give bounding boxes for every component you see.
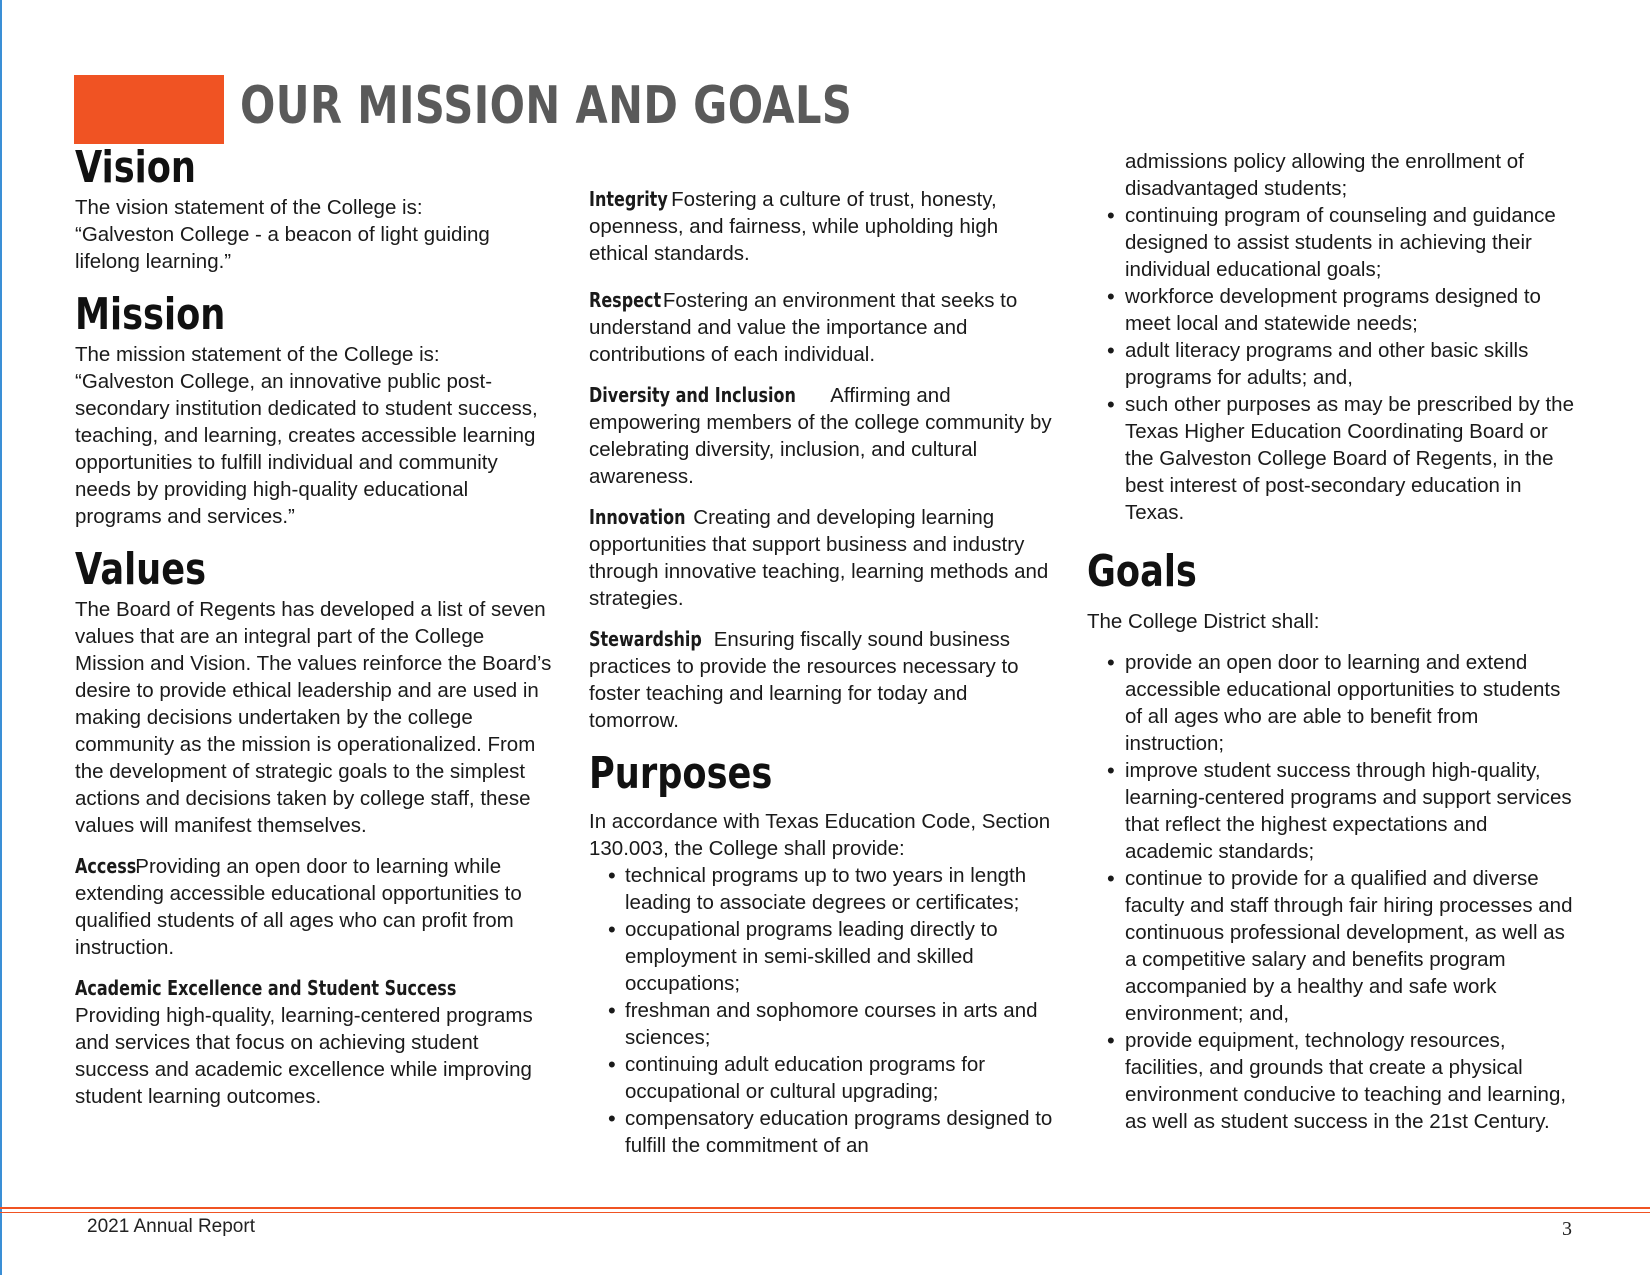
list-item: • freshman and sophomore courses in arts and sciences; xyxy=(589,997,1059,1051)
values-intro: The Board of Regents has developed a list of seven values that are an integral part of the College Mission and Vision. The values reinforce the Board’s desire to provide ethical leadership and are used in making decisions undertaken by the college community as the mission is operationalized. From the development of strategic goals to the simplest actions and decisions taken by college staff, these values will manifest themselves. xyxy=(75,598,552,837)
values-heading: Values xyxy=(75,544,207,595)
value-text: Providing high-quality, learning-centered programs and services that focus on achieving student success and academic excellence while improving student learning outcomes. xyxy=(75,1004,533,1108)
page-edge-line xyxy=(0,0,2,1275)
list-item-continued: admissions policy allowing the enrollment of disadvantaged students; xyxy=(1125,150,1524,200)
value-name: Respect xyxy=(589,288,662,312)
purposes-list-continued xyxy=(1087,148,1577,526)
value-text: Creating and developing learning opportunities that support business and industry through innovative teaching, learning methods and strategies. xyxy=(589,506,1049,610)
list-item: • improve student success through high-quality, learning-centered programs and support services that reflect the highest expectations and academic standards; xyxy=(1087,757,1577,865)
header-accent-bar xyxy=(74,75,224,144)
vision-intro: The vision statement of the College is: xyxy=(75,196,423,219)
value-name: Integrity xyxy=(589,187,668,211)
value-text: Ensuring fiscally sound business practices to provide the resources necessary to foster teaching and learning for today and tomorrow. xyxy=(589,628,1019,732)
footer-report-title: 2021 Annual Report xyxy=(87,1216,255,1237)
value-name: Academic Excellence and Student Success xyxy=(75,976,457,1000)
purposes-heading: Purposes xyxy=(589,748,773,799)
footer-rule xyxy=(0,1207,1650,1209)
value-text: Fostering an environment that seeks to understand and value the importance and contributions of each individual. xyxy=(589,289,1018,366)
vision-heading: Vision xyxy=(75,142,196,193)
list-item: • continue to provide for a qualified and diverse faculty and staff through fair hiring processes and continuous professional development, as well as a competitive salary and benefits program accompanied by a healthy and safe work environment; and, xyxy=(1087,865,1577,1027)
mission-heading: Mission xyxy=(75,289,226,340)
purposes-intro: In accordance with Texas Education Code, Section 130.003, the College shall provide: xyxy=(589,810,1051,860)
value-text: Affirming and empowering members of the college community by celebrating diversity, inclusion, and cultural awareness. xyxy=(589,384,1052,488)
column-right xyxy=(1087,148,1577,1135)
list-item: • technical programs up to two years in length leading to associate degrees or certificates; xyxy=(589,862,1059,916)
value-name: Stewardship xyxy=(589,627,702,651)
value-text: Fostering a culture of trust, honesty, openness, and fairness, while upholding high ethical standards. xyxy=(589,188,999,265)
value-diversity xyxy=(589,382,1059,490)
value-academic-excellence xyxy=(75,975,555,1110)
value-innovation xyxy=(589,504,1059,612)
list-item: • such other purposes as may be prescribed by the Texas Higher Education Coordinating Board or the Galveston College Board of Regents, in the best interest of post-secondary education in Texas. xyxy=(1087,391,1577,526)
purposes-list xyxy=(589,862,1059,1159)
value-text: Providing an open door to learning while extending accessible educational opportunities to qualified students of all ages who can profit from instruction. xyxy=(75,855,522,959)
list-item: • provide an open door to learning and extend accessible educational opportunities to students of all ages who are able to benefit from instruction; xyxy=(1087,649,1577,757)
list-item: • provide equipment, technology resources, facilities, and grounds that create a physical environment conducive to teaching and learning, as well as student success in the 21st Century. xyxy=(1087,1027,1577,1135)
column-left xyxy=(75,142,555,1110)
value-name: Diversity and Inclusion xyxy=(589,383,796,407)
value-stewardship xyxy=(589,626,1059,734)
goals-heading: Goals xyxy=(1087,546,1197,597)
page-title: OUR MISSION AND GOALS xyxy=(240,76,853,136)
column-middle xyxy=(589,186,1059,1159)
value-integrity xyxy=(589,186,1059,267)
goals-intro: The College District shall: xyxy=(1087,610,1320,633)
page-number: 3 xyxy=(1562,1218,1572,1240)
list-item: • workforce development programs designed to meet local and statewide needs; xyxy=(1087,283,1577,337)
list-item: • occupational programs leading directly to employment in semi-skilled and skilled occupations; xyxy=(589,916,1059,997)
goals-list xyxy=(1087,649,1577,1135)
list-item: • continuing program of counseling and guidance designed to assist students in achieving their individual educational goals; xyxy=(1087,202,1577,283)
list-item: • compensatory education programs designed to fulfill the commitment of an xyxy=(589,1105,1059,1159)
list-item: • adult literacy programs and other basic skills programs for adults; and, xyxy=(1087,337,1577,391)
value-access xyxy=(75,853,555,961)
value-name: Innovation xyxy=(589,505,686,529)
value-name: Access xyxy=(75,854,137,878)
mission-statement: “Galveston College, an innovative public post-secondary institution dedicated to student success, teaching, and learning, creates accessible learning opportunities to fulfill individual and community needs by providing high-quality educational programs and services.” xyxy=(75,370,538,528)
footer-rule-thin xyxy=(0,1212,1650,1213)
mission-intro: The mission statement of the College is: xyxy=(75,343,440,366)
value-respect xyxy=(589,287,1059,368)
list-item: • continuing adult education programs for occupational or cultural upgrading; xyxy=(589,1051,1059,1105)
vision-statement: “Galveston College - a beacon of light guiding lifelong learning.” xyxy=(75,223,490,273)
